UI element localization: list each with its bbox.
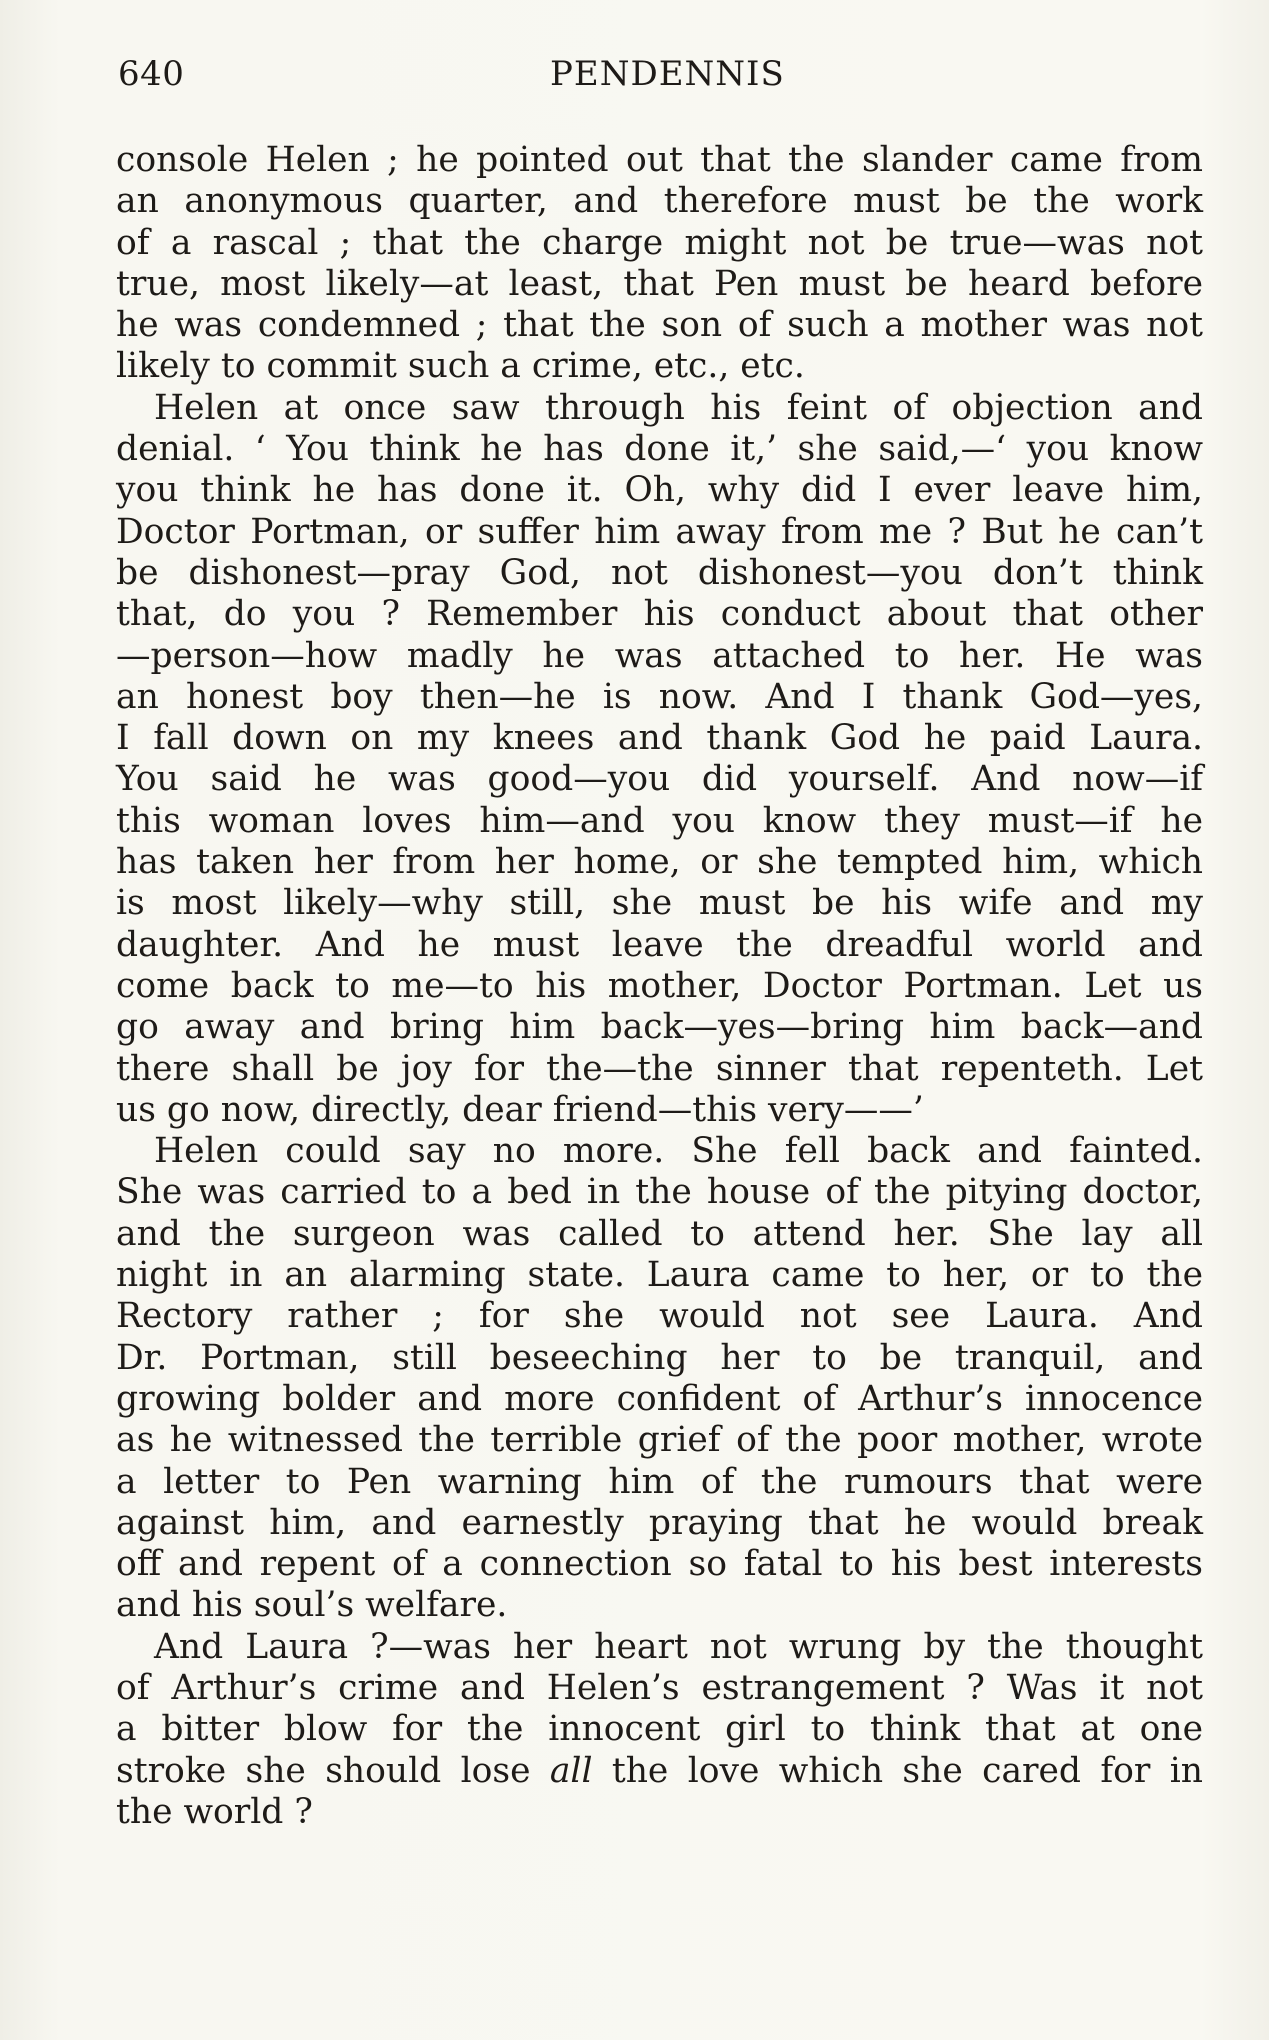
text-line (116, 1296, 1203, 1337)
text-line (116, 1090, 1203, 1131)
text-line-content: I fall down on my knees and thank God he paid Laura. (116, 718, 1203, 759)
text-line-content: Dr. Portman, still beseeching her to be tranquil, and (116, 1337, 1203, 1378)
text-line-content: has taken her from her home, or she tempted him, which (116, 842, 1203, 883)
text-line-content: Doctor Portman, or suffer him away from me ? But he can’t (116, 511, 1203, 552)
text-line (116, 553, 1203, 594)
text-line-content: daughter. And he must leave the dreadful world and (116, 924, 1203, 965)
text-line-content: of Arthur’s crime and Helen’s estrangement ? Was it not (116, 1667, 1203, 1708)
text-line (116, 801, 1203, 842)
page-header (118, 54, 1198, 102)
text-line-content: and the surgeon was called to attend her. She lay all (116, 1213, 1203, 1254)
text-line-content: and his soul’s welfare. (116, 1585, 508, 1626)
text-line-content: And Laura ?—was her heart not wrung by the thought (154, 1626, 1203, 1667)
text-line (116, 966, 1203, 1007)
text-line-content: growing bolder and more confident of Arthur’s innocence (116, 1378, 1203, 1419)
text-line-content: night in an alarming state. Laura came to her, or to the (116, 1255, 1203, 1296)
text-line (116, 1503, 1203, 1544)
text-line-content: console Helen ; he pointed out that the slander came from (116, 140, 1203, 180)
text-line (116, 718, 1203, 759)
text-line (116, 223, 1203, 264)
text-line (116, 1131, 1203, 1172)
text-line (116, 759, 1203, 800)
text-line (116, 264, 1203, 305)
text-line-content: is most likely—why still, she must be his wife and my (116, 883, 1203, 924)
text-line (116, 140, 1203, 181)
text-line (116, 346, 1203, 387)
text-line (116, 1338, 1203, 1379)
text-line (116, 512, 1203, 553)
text-line-content: She was carried to a bed in the house of the pitying doctor, (116, 1172, 1203, 1213)
text-line-content: of a rascal ; that the charge might not be true—was not (116, 222, 1203, 263)
text-line (116, 594, 1203, 635)
text-line-content: likely to commit such a crime, etc., etc. (116, 346, 805, 387)
text-line-content: off and repent of a connection so fatal to his best interests (116, 1544, 1203, 1585)
text-line-content: the world ? (116, 1791, 313, 1832)
text-line-content: go away and bring him back—yes—bring him back—and (116, 1007, 1203, 1048)
text-line-content: come back to me—to his mother, Doctor Portman. Let us (116, 965, 1203, 1006)
text-line (116, 677, 1203, 718)
text-line-content: a letter to Pen warning him of the rumours that were (116, 1461, 1203, 1502)
text-line (116, 1751, 1203, 1792)
text-line (116, 883, 1203, 924)
italic-emphasis: all (549, 1750, 593, 1791)
page-number: 640 (118, 54, 185, 94)
text-line-content: an honest boy then—he is now. And I thank God—yes, (116, 676, 1203, 717)
text-line-content: he was condemned ; that the son of such a mother was not (116, 305, 1203, 346)
text-line (116, 1668, 1203, 1709)
text-line-content: you think he has done it. Oh, why did I ever leave him, (116, 470, 1203, 511)
text-line (116, 388, 1203, 429)
text-line-content: Helen could say no more. She fell back and fainted. (154, 1131, 1203, 1172)
text-line (116, 1049, 1203, 1090)
text-line (116, 1214, 1203, 1255)
text-line-content: a bitter blow for the innocent girl to think that at one (116, 1709, 1203, 1750)
text-line (116, 470, 1203, 511)
text-line (116, 1585, 1203, 1626)
text-line-content: Rectory rather ; for she would not see Laura. And (116, 1296, 1203, 1337)
text-line-content: Helen at once saw through his feint of objection and (154, 387, 1203, 428)
text-line-content: this woman loves him—and you know they must—if he (116, 800, 1203, 841)
text-line-content: You said he was good—you did yourself. And now—if (116, 759, 1203, 800)
text-line-content: against him, and earnestly praying that he would break (116, 1502, 1203, 1543)
text-line (116, 181, 1203, 222)
text-line (116, 429, 1203, 470)
text-line (116, 1420, 1203, 1461)
text-line-content: the love which she cared for in (592, 1750, 1203, 1791)
text-line (116, 636, 1203, 677)
text-line (116, 1462, 1203, 1503)
text-line (116, 842, 1203, 883)
text-line (116, 1172, 1203, 1213)
text-line-content: true, most likely—at least, that Pen must be heard before (116, 263, 1203, 304)
text-line-content: there shall be joy for the—the sinner that repenteth. Let (116, 1048, 1203, 1089)
text-line (116, 925, 1203, 966)
text-line-content: that, do you ? Remember his conduct about that other (116, 594, 1203, 635)
text-line-content: us go now, directly, dear friend—this very——’ (116, 1089, 924, 1130)
text-line (116, 1627, 1203, 1668)
text-line (116, 1792, 1203, 1833)
text-line (116, 1007, 1203, 1048)
text-line (116, 1379, 1203, 1420)
body-text (116, 140, 1203, 1833)
text-line-content: stroke she should lose (116, 1750, 550, 1791)
text-line-content: be dishonest—pray God, not dishonest—you don’t think (116, 552, 1203, 593)
text-line-content: —person—how madly he was attached to her. He was (116, 635, 1203, 676)
text-line (116, 1544, 1203, 1585)
text-line (116, 1255, 1203, 1296)
text-line-content: denial. ‘ You think he has done it,’ she said,—‘ you know (116, 429, 1203, 470)
text-line-content: an anonymous quarter, and therefore must be the work (116, 181, 1203, 222)
text-line (116, 305, 1203, 346)
text-line (116, 1709, 1203, 1750)
text-line-content: as he witnessed the terrible grief of the poor mother, wrote (116, 1420, 1203, 1461)
running-title: PENDENNIS (550, 54, 785, 94)
